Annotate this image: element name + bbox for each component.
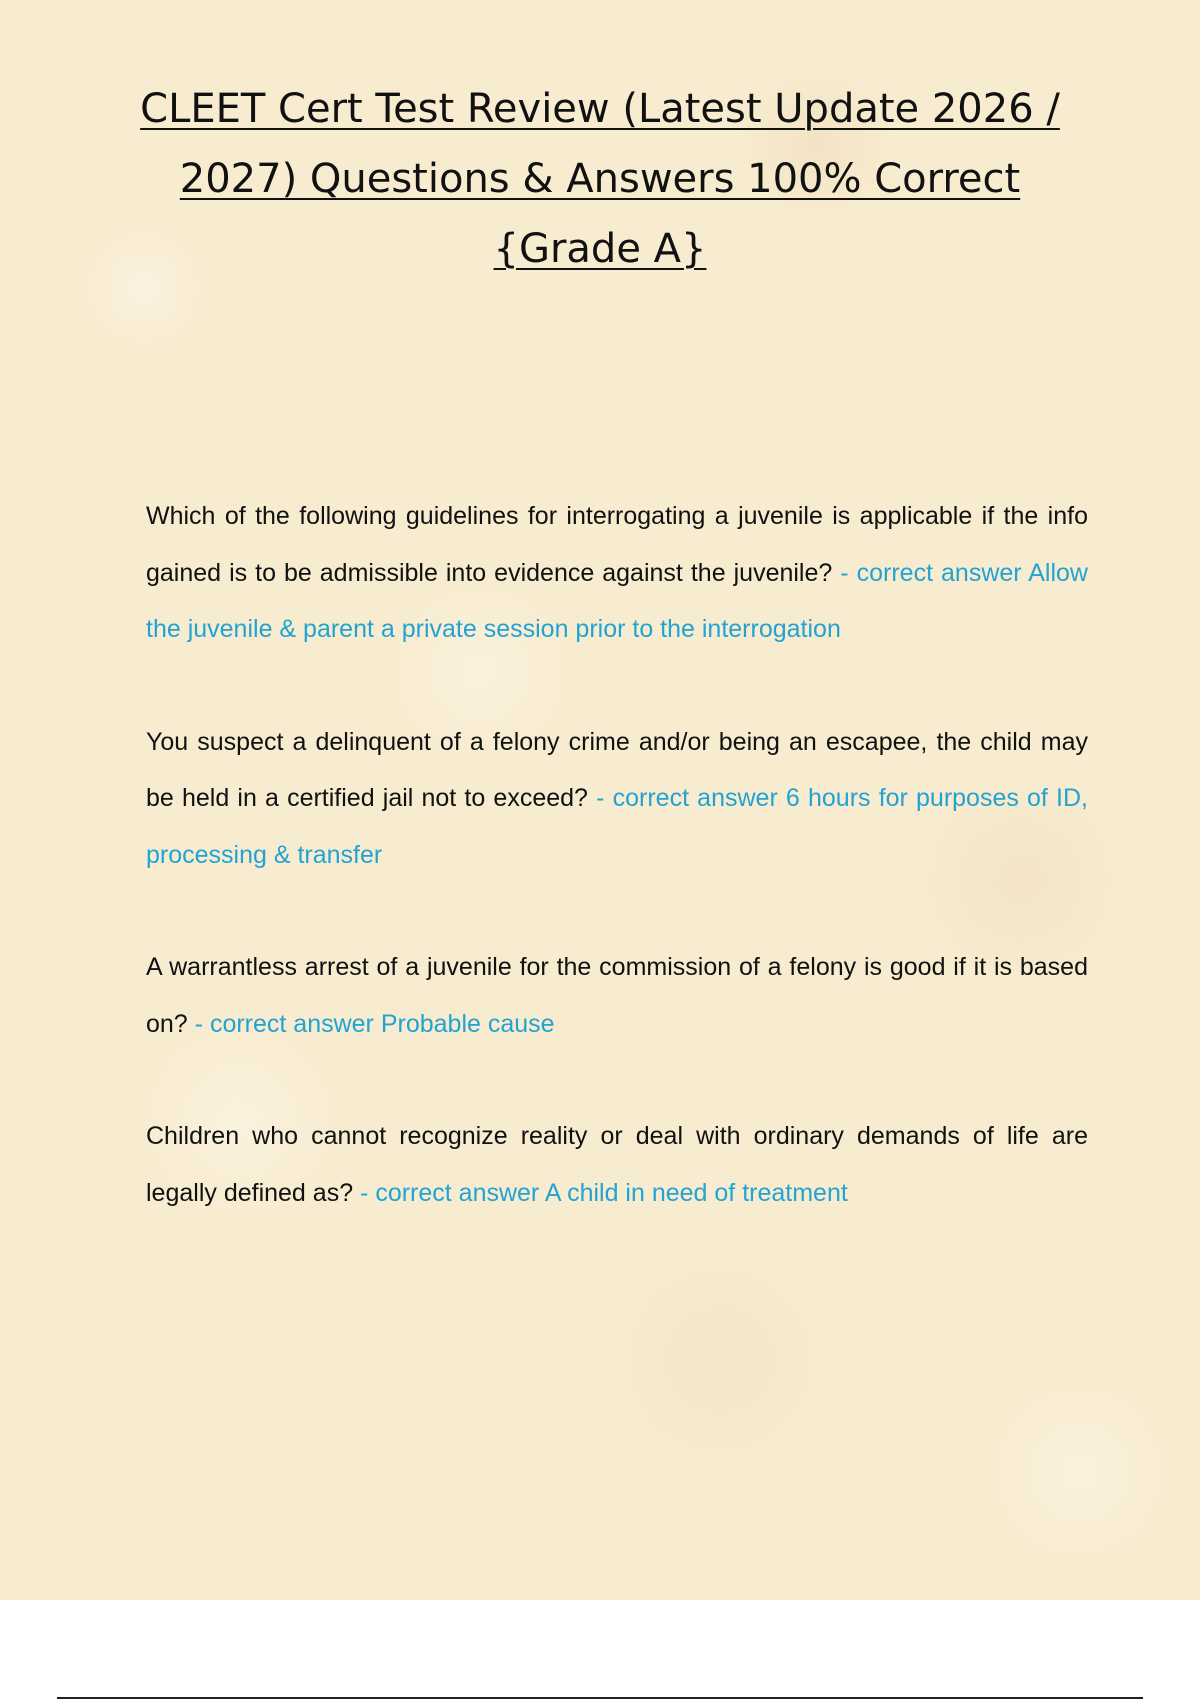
answer-3: - correct answer Probable cause: [194, 1009, 555, 1038]
answer-2: - correct answer 6 hours for purposes of ID, processing & transfer: [146, 784, 1088, 869]
qa-list: [146, 488, 1088, 1277]
question-3: A warrantless arrest of a juvenile for the commission of a felony is good if it is based on?: [146, 953, 1088, 1038]
document-title: CLEET Cert Test Review (Latest Update 2026 / 2027) Questions & Answers 100% Correct {Grade A}: [140, 86, 1060, 272]
question-4: Children who cannot recognize reality or deal with ordinary demands of life are legally defined as?: [146, 1122, 1088, 1207]
qa-item-4: [146, 1108, 1088, 1221]
question-2: You suspect a delinquent of a felony crime and/or being an escapee, the child may be held in a certified jail not to exceed?: [146, 727, 1088, 812]
answer-4: - correct answer A child in need of treatment: [360, 1178, 848, 1207]
qa-item-3: [146, 939, 1088, 1052]
qa-item-1: [146, 488, 1088, 658]
question-1: Which of the following guidelines for interrogating a juvenile is applicable if the info gained is to be admissible into evidence against the juvenile?: [146, 502, 1088, 587]
answer-1: - correct answer Allow the juvenile & parent a private session prior to the interrogation: [146, 558, 1088, 643]
footer-divider: [57, 1697, 1143, 1699]
qa-item-2: [146, 714, 1088, 884]
